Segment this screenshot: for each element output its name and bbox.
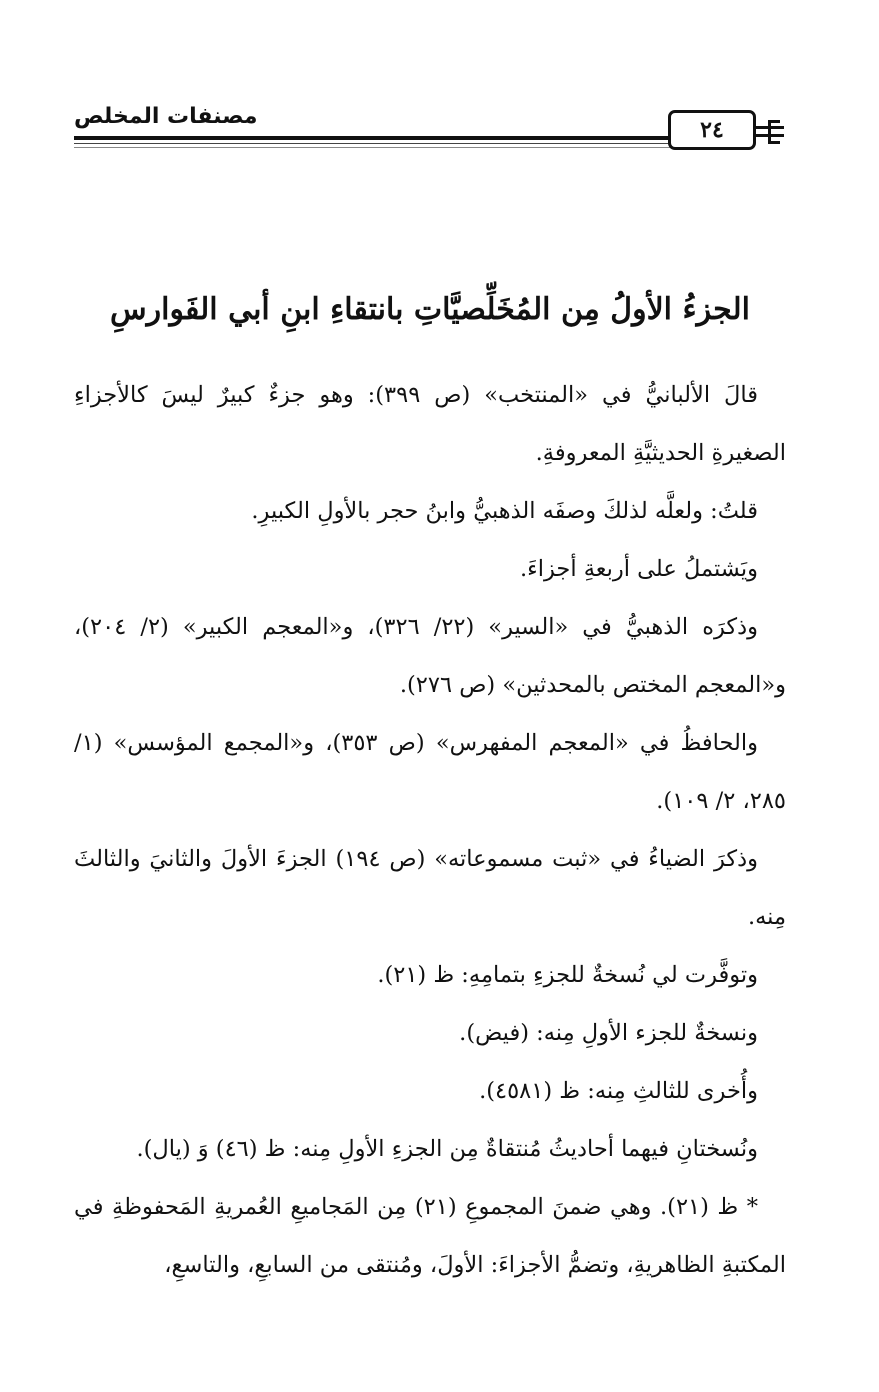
- copy-line: وأُخرى للثالثِ مِنه: ظ (٤٥٨١).: [479, 1078, 758, 1104]
- page-box-bracket: [768, 120, 780, 144]
- paragraph: ويَشتملُ على أربعةِ أجزاءَ.: [520, 556, 758, 582]
- paragraph: وذكرَ الضياءُ في «ثبت مسموعاته» (ص ١٩٤) الجزءَ الأولَ والثانيَ والثالثَ مِنه.: [74, 846, 786, 930]
- header-rule: [74, 136, 678, 140]
- copy-line: ونسخةٌ للجزء الأولِ مِنه: (فيض).: [459, 1020, 758, 1046]
- manuscript-note: * ظ (٢١). وهي ضمنَ المجموعِ (٢١) مِن المَجاميعِ العُمريةِ المَحفوظةِ في المكتبةِ الظاهريةِ، وتضمُّ الأجزاءَ: الأولَ، ومُنتقى من السابعِ، والتاسعِ،: [74, 1194, 786, 1278]
- page-header: [74, 100, 790, 160]
- copy-line: وتوفَّرت لي نُسخةٌ للجزءِ بتمامِهِ: ظ (٢١).: [377, 962, 758, 988]
- header-rule-thin-2: [74, 147, 678, 148]
- paragraph: قالَ الألبانيُّ في «المنتخب» (ص ٣٩٩): وهو جزءٌ كبيرٌ ليسَ كالأجزاءِ الصغيرةِ الحديثيَّةِ المعروفةِ.: [74, 382, 786, 466]
- page-number-box: [668, 110, 756, 150]
- paragraph: والحافظُ في «المعجم المفهرس» (ص ٣٥٣)، و«المجمع المؤسس» (١/ ٢٨٥، ٢/ ١٠٩).: [74, 730, 786, 814]
- section-heading: الجزءُ الأولُ مِن المُخَلِّصيَّاتِ بانتقاءِ ابنِ أبي الفَوارسِ: [110, 292, 750, 327]
- header-rule-thin: [74, 143, 678, 144]
- page-content: [74, 280, 786, 1294]
- page-number: ٢٤: [700, 117, 724, 143]
- paragraph: قلتُ: ولعلَّه لذلكَ وصفَه الذهبيُّ وابنُ حجر بالأولِ الكبيرِ.: [251, 498, 758, 524]
- paragraph: وذكرَه الذهبيُّ في «السير» (٢٢/ ٣٢٦)، و«المعجم الكبير» (٢/ ٢٠٤)، و«المعجم المختص بالمحدثين» (ص ٢٧٦).: [74, 614, 786, 698]
- running-title: مصنفات المخلص: [74, 104, 258, 129]
- copy-line: ونُسختانِ فيهما أحاديثُ مُنتقاةٌ مِن الجزءِ الأولِ مِنه: ظ (٤٦) وَ (يال).: [136, 1136, 758, 1162]
